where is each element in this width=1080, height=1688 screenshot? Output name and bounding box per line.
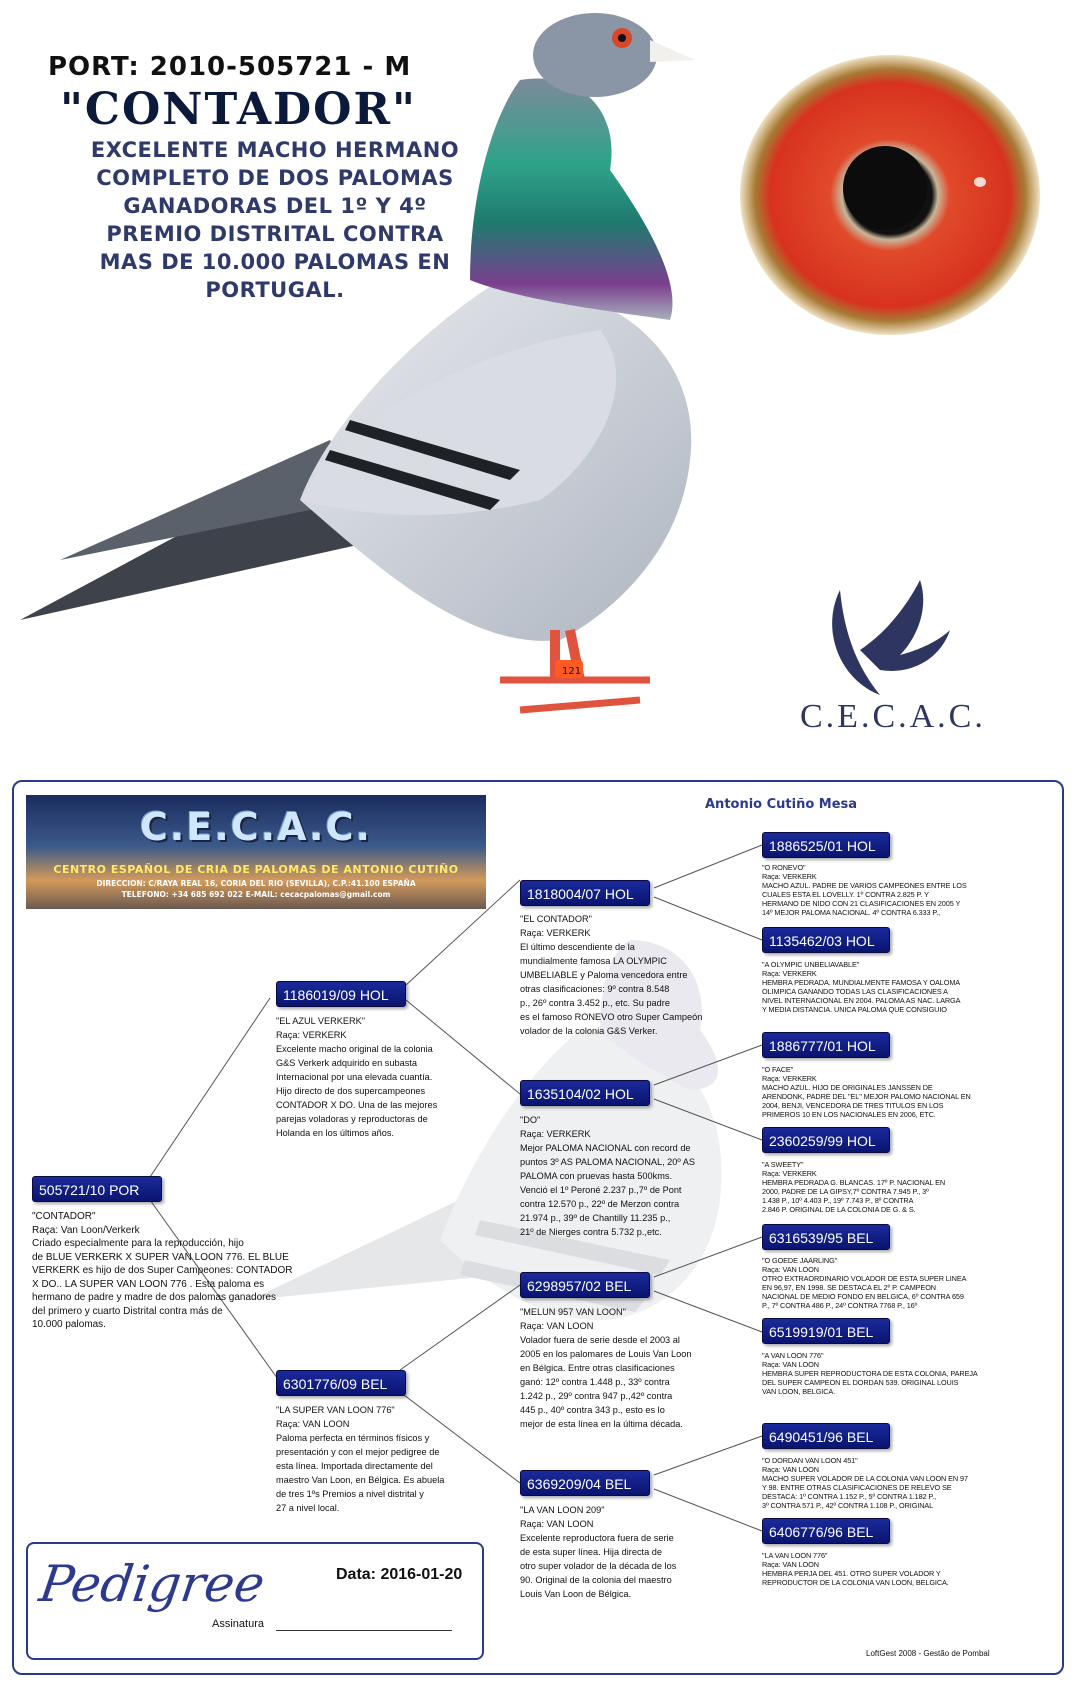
gen4-title: "O DORDAN VAN LOON 451" bbox=[762, 1456, 858, 1465]
sire-dam-info bbox=[520, 1113, 710, 1239]
dam-text-line: de tres 1ºs Premios a nivel distrital y bbox=[276, 1489, 424, 1499]
description-line: PORTUGAL. bbox=[205, 278, 345, 302]
sire-text-line: G&S Verkerk adquirido en subasta bbox=[276, 1058, 417, 1068]
subject-title: "CONTADOR" bbox=[32, 1211, 96, 1222]
ring-box-gen4[interactable]: 6316539/95 BEL bbox=[762, 1224, 890, 1250]
gen4-breed: Raça: VERKERK bbox=[762, 1074, 817, 1083]
dam-sire-title: "MELUN 957 VAN LOON" bbox=[520, 1307, 626, 1317]
gen4-text-line: MACHO AZUL. HIJO DE ORIGINALES JANSSEN DE bbox=[762, 1083, 933, 1092]
gen4-text-line: OTRO EXTRAORDINARIO VOLADOR DE ESTA SUPER LINEA bbox=[762, 1274, 967, 1283]
dam-dam-title: "LA VAN LOON 209" bbox=[520, 1505, 605, 1515]
ring-box-gen4[interactable]: 1135462/03 HOL bbox=[762, 927, 890, 953]
gen4-title: "O GOEDE JAARLING" bbox=[762, 1256, 838, 1265]
sire-dam-text-line: 21.974 p., 39º de Chantilly 11.235 p., bbox=[520, 1213, 671, 1223]
dam-sire-text-line: mejor de esta línea en la última década. bbox=[520, 1419, 683, 1429]
gen4-text-line: PRIMEROS 10 EN LOS NACIONALES EN 2006, ETC. bbox=[762, 1110, 936, 1119]
ring-box-gen4[interactable]: 6490451/96 BEL bbox=[762, 1423, 890, 1449]
description-line: PREMIO DISTRITAL CONTRA bbox=[106, 222, 444, 246]
ring-box-gen4[interactable]: 1886777/01 HOL bbox=[762, 1032, 890, 1058]
dam-text-line: presentación y con el mejor pedigree de bbox=[276, 1447, 440, 1457]
subject-text-line: Criado especialmente para la reproducción, hijo bbox=[32, 1238, 244, 1249]
gen4-info bbox=[762, 1551, 992, 1587]
sire-sire-text-line: UMBELIABLE y Paloma vencedora entre bbox=[520, 970, 688, 980]
dam-dam-text-line: de esta super línea. Hija directa de bbox=[520, 1547, 662, 1557]
sire-sire-text-line: otras clasificaciones: 9º contra 8.548 bbox=[520, 984, 670, 994]
ring-label: 121 bbox=[562, 666, 582, 677]
sire-text-line: parejas voladoras y reproductoras de bbox=[276, 1114, 428, 1124]
gen4-text-line: Y MEDIA DISTANCIA. UNICA PALOMA QUE CONSIGUIO bbox=[762, 1005, 947, 1014]
dam-dam-info bbox=[520, 1503, 710, 1601]
gen4-text-line: 3º CONTRA 571 P., 42º CONTRA 1.108 P., ORIGINAL bbox=[762, 1501, 934, 1510]
cecac-logo-text: C.E.C.A.C. bbox=[800, 698, 986, 735]
gen4-text-line: MACHO AZUL. PADRE DE VARIOS CAMPEONES ENTRE LOS bbox=[762, 881, 967, 890]
subject-breed: Raça: Van Loon/Verkerk bbox=[32, 1224, 140, 1236]
dam-dam-breed: Raça: VAN LOON bbox=[520, 1519, 594, 1529]
banner-phone: TELEFONO: +34 685 692 022 E-MAIL: cecacpalomas@gmail.com bbox=[121, 890, 391, 899]
banner-subtitle: CENTRO ESPAÑOL DE CRIA DE PALOMAS DE ANTONIO CUTIÑO bbox=[53, 863, 459, 876]
gen4-breed: Raça: VAN LOON bbox=[762, 1265, 819, 1274]
dam-text-line: maestro Van Loon, en Bélgica. Es abuela bbox=[276, 1475, 445, 1485]
sire-sire-title: "EL CONTADOR" bbox=[520, 914, 592, 924]
dam-sire-text-line: Volador fuera de serie desde el 2003 al bbox=[520, 1335, 680, 1345]
banner-title: C.E.C.A.C. bbox=[140, 805, 372, 849]
description-line: EXCELENTE MACHO HERMANO bbox=[90, 138, 460, 162]
banner-address: DIRECCION: C/RAYA REAL 16, CORIA DEL RIO (SEVILLA), C.P.:41.100 ESPAÑA bbox=[96, 879, 416, 888]
gen4-breed: Raça: VERKERK bbox=[762, 1169, 817, 1178]
sire-sire-info bbox=[520, 912, 710, 1038]
gen4-title: "A SWEETY" bbox=[762, 1160, 804, 1169]
gen4-text-line: NIVEL INTERNACIONAL EN 2004. PALOMA AS NAC. LARGA bbox=[762, 996, 961, 1005]
ring-box-dam[interactable]: 6301776/09 BEL bbox=[276, 1370, 406, 1396]
sire-title: "EL AZUL VERKERK" bbox=[276, 1016, 366, 1026]
sire-dam-text-line: contra 12.570 p., 22º de Merzon contra bbox=[520, 1199, 680, 1209]
sire-dam-text-line: Venció el 1º Peroné 2.237 p.,7º de Pont bbox=[520, 1185, 682, 1195]
gen4-breed: Raça: VERKERK bbox=[762, 969, 817, 978]
gen4-text-line: NACIONAL DE MEDIO FONDO EN BELGICA, 6º CONTRA 659 bbox=[762, 1292, 964, 1301]
sire-text-line: CONTADOR X DO. Una de las mejores bbox=[276, 1100, 438, 1110]
sire-sire-text-line: El último descendiente de la bbox=[520, 942, 635, 952]
gen4-breed: Raça: VAN LOON bbox=[762, 1560, 819, 1569]
gen4-info bbox=[762, 1065, 992, 1119]
sire-text-line: Hijo directo de dos supercampeones bbox=[276, 1086, 426, 1096]
subject-text-line: del primero y cuarto Distrital contra más de bbox=[32, 1305, 223, 1317]
gen4-breed: Raça: VERKERK bbox=[762, 872, 817, 881]
gen4-title: "LA VAN LOON 776" bbox=[762, 1551, 828, 1560]
description-line: MAS DE 10.000 PALOMAS EN bbox=[99, 250, 451, 274]
gen4-title: "A OLYMPIC UNBELIAVABLE" bbox=[762, 960, 860, 969]
dam-dam-text-line: Excelente reproductora fuera de serie bbox=[520, 1533, 674, 1543]
gen4-text-line: DESTACA: 1º CONTRA 1.152 P., 5º CONTRA 1.182 P., bbox=[762, 1492, 937, 1501]
description-line: GANADORAS DEL 1º Y 4º bbox=[123, 194, 427, 218]
gen4-text-line: 2.846 P. ORIGINAL DE LA COLONIA DE G. & S. bbox=[762, 1205, 916, 1214]
ring-box-sire-sire[interactable]: 1818004/07 HOL bbox=[520, 880, 650, 906]
gen4-breed: Raça: VAN LOON bbox=[762, 1360, 819, 1369]
dam-dam-text-line: otro super volador de la década de los bbox=[520, 1561, 677, 1571]
gen4-text-line: 2000, PADRE DE LA GIPSY,7º CONTRA 7.945 P., 3º bbox=[762, 1187, 929, 1196]
sire-sire-text-line: p., 26º contra 3.452 p., etc. Su padre bbox=[520, 998, 670, 1008]
subject-text-line: X DO.. LA SUPER VAN LOON 776 . Esta paloma es bbox=[32, 1278, 265, 1290]
pedigree-script-title: Pedigree bbox=[35, 1555, 269, 1613]
gen4-info bbox=[762, 863, 992, 917]
dam-dam-text-line: Louis Van Loon de Bélgica. bbox=[520, 1589, 632, 1599]
subject-text-line: 10.000 palomas. bbox=[32, 1319, 106, 1330]
signature-line[interactable] bbox=[276, 1630, 452, 1631]
dam-title: "LA SUPER VAN LOON 776" bbox=[276, 1405, 395, 1415]
sire-breed: Raça: VERKERK bbox=[276, 1030, 347, 1040]
sire-dam-text-line: puntos 3º AS PALOMA NACIONAL, 20º AS bbox=[520, 1157, 696, 1167]
ring-box-gen4[interactable]: 6519919/01 BEL bbox=[762, 1318, 890, 1344]
subject-text-line: hermano de padre y madre de dos palomas ganadores bbox=[32, 1292, 277, 1303]
ring-box-sire[interactable]: 1186019/09 HOL bbox=[276, 981, 406, 1007]
ring-box-sire-dam[interactable]: 1635104/02 HOL bbox=[520, 1080, 650, 1106]
subject-text-line: de BLUE VERKERK X SUPER VAN LOON 776. EL BLUE bbox=[32, 1251, 289, 1263]
description-line: COMPLETO DE DOS PALOMAS bbox=[96, 166, 454, 190]
gen4-text-line: MACHO SUPER VOLADOR DE LA COLONIA VAN LOON EN 97 bbox=[762, 1474, 968, 1483]
dam-sire-info bbox=[520, 1305, 710, 1431]
sire-text-line: Excelente macho original de la colonia bbox=[276, 1044, 433, 1054]
sire-dam-breed: Raça: VERKERK bbox=[520, 1129, 591, 1139]
gen4-info bbox=[762, 1256, 992, 1310]
sire-dam-text-line: PALOMA con pruevas hasta 500kms. bbox=[520, 1171, 673, 1181]
ring-box-dam-sire[interactable]: 6298957/02 BEL bbox=[520, 1272, 650, 1298]
gen4-text-line: ARENDONK, PADRE DEL "EL" MEJOR PALOMO NACIONAL EN bbox=[762, 1092, 971, 1101]
gen4-title: "A VAN LOON 776" bbox=[762, 1351, 824, 1360]
dam-dam-text-line: 90. Original de la colonia del maestro bbox=[520, 1575, 672, 1585]
sire-sire-text-line: mundialmente famosa LA OLYMPIC bbox=[520, 956, 667, 966]
gen4-text-line: CUALES ESTA EL LOVELLY. 1º CONTRA 2.825 P. Y bbox=[762, 890, 929, 899]
signature-label: Assinatura bbox=[212, 1618, 264, 1630]
gen4-text-line: DEL SUPER CAMPEON EL DORDAN 539. ORIGINAL LOUIS bbox=[762, 1378, 959, 1387]
ring-box-gen4[interactable]: 1886525/01 HOL bbox=[762, 832, 890, 858]
sire-sire-text-line: volador de la colonia G&S Verker. bbox=[520, 1026, 658, 1036]
ring-box-dam-dam[interactable]: 6369209/04 BEL bbox=[520, 1470, 650, 1496]
sire-sire-text-line: es el famoso RONEVO otro Super Campeón bbox=[520, 1012, 703, 1022]
sire-sire-breed: Raça: VERKERK bbox=[520, 928, 591, 938]
gen4-text-line: VAN LOON, BELGICA. bbox=[762, 1387, 836, 1396]
dam-text-line: Paloma perfecta en términos físicos y bbox=[276, 1433, 430, 1443]
gen4-text-line: HEMBRA PERJA DEL 451. OTRO SUPER VOLADOR Y bbox=[762, 1569, 941, 1578]
gen4-info bbox=[762, 960, 992, 1014]
gen4-text-line: HEMBRA PEDRADA G. BLANCAS. 17º P. NACIONAL EN bbox=[762, 1178, 946, 1187]
gen4-text-line: 14º MEJOR PALOMA NACIONAL. 4º CONTRA 6.333 P., bbox=[762, 908, 941, 917]
dam-text-line: 27 a nivel local. bbox=[276, 1503, 340, 1513]
ring-box-gen4[interactable]: 6406776/96 BEL bbox=[762, 1518, 890, 1544]
gen4-text-line: HEMBRA SUPER REPRODUCTORA DE ESTA COLONIA, PAREJA bbox=[762, 1369, 978, 1378]
dam-sire-breed: Raça: VAN LOON bbox=[520, 1321, 594, 1331]
gen4-info bbox=[762, 1456, 992, 1510]
subject-info bbox=[32, 1210, 312, 1332]
pigeon-name: "CONTADOR" bbox=[60, 84, 417, 135]
sire-text-line: Internacional por una elevada cuantía. bbox=[276, 1072, 433, 1082]
ring-box-gen4[interactable]: 2360259/99 HOL bbox=[762, 1127, 890, 1153]
ring-box-subject[interactable]: 505721/10 POR bbox=[32, 1176, 162, 1202]
gen4-info bbox=[762, 1160, 992, 1214]
gen4-text-line: REPRODUCTOR DE LA COLONIA VAN LOON, BELGICA. bbox=[762, 1578, 949, 1587]
sire-text-line: Holanda en los últimos años. bbox=[276, 1128, 394, 1138]
sire-dam-title: "DO" bbox=[520, 1115, 541, 1125]
sire-info bbox=[276, 1014, 486, 1140]
dam-sire-text-line: ganó: 12º contra 1.448 p., 33º contra bbox=[520, 1377, 670, 1387]
gen4-breed: Raça: VAN LOON bbox=[762, 1465, 819, 1474]
gen4-text-line: 1.438 P., 10º 4.403 P., 19º 7.743 P., 8º CONTRA bbox=[762, 1196, 914, 1205]
gen4-title: "O FACE" bbox=[762, 1065, 794, 1074]
dam-info bbox=[276, 1403, 486, 1515]
dam-sire-text-line: 1.242 p., 29º contra 947 p.,42º contra bbox=[520, 1391, 673, 1401]
dam-breed: Raça: VAN LOON bbox=[276, 1419, 350, 1429]
dam-sire-text-line: en Bélgica. Entre otras clasificaciones bbox=[520, 1363, 675, 1373]
dam-sire-text-line: 445 p., 40º contra 343 p., esto es lo bbox=[520, 1405, 665, 1415]
gen4-title: "O RONEVO" bbox=[762, 863, 806, 872]
subject-text-line: VERKERK es hijo de dos Super Campeones: CONTADOR bbox=[32, 1265, 293, 1276]
sire-dam-text-line: 21º de Nierges contra 5.732 p.,etc. bbox=[520, 1227, 662, 1237]
gen4-text-line: P., 7º CONTRA 486 P., 24º CONTRA 7768 P., 16º bbox=[762, 1301, 918, 1310]
gen4-info bbox=[762, 1351, 992, 1396]
dam-sire-text-line: 2005 en los palomares de Louis Van Loon bbox=[520, 1349, 692, 1359]
gen4-text-line: HERMANO DE NIDO CON 21 CLASIFICACIONES EN 2005 Y bbox=[762, 899, 961, 908]
pedigree-date: Data: 2016-01-20 bbox=[336, 1566, 463, 1583]
breeder-name: Antonio Cutiño Mesa bbox=[705, 797, 858, 812]
gen4-text-line: EN 96,97, EN 1998. SE DESTACA EL 2º P. CAMPEON bbox=[762, 1283, 936, 1292]
port-number: PORT: 2010-505721 - M bbox=[48, 52, 412, 82]
gen4-text-line: 2004, BENJI, VENCEDORA DE TRES TITULOS EN LOS bbox=[762, 1101, 944, 1110]
gen4-text-line: Y 98. ENTRE OTRAS CLASIFICACIONES DE RELEVO SE bbox=[762, 1483, 952, 1492]
gen4-text-line: HEMBRA PEDRADA. MUNDIALMENTE FAMOSA Y OALOMA bbox=[762, 978, 961, 987]
gen4-text-line: OLIMPICA GANANDO TODAS LAS CLASIFICACIONES A bbox=[762, 987, 948, 996]
sire-dam-text-line: Mejor PALOMA NACIONAL con record de bbox=[520, 1143, 691, 1153]
dam-text-line: esta línea. Importada directamente del bbox=[276, 1461, 433, 1471]
software-footer: LoftGest 2008 - Gestão de Pombal bbox=[866, 1649, 990, 1658]
